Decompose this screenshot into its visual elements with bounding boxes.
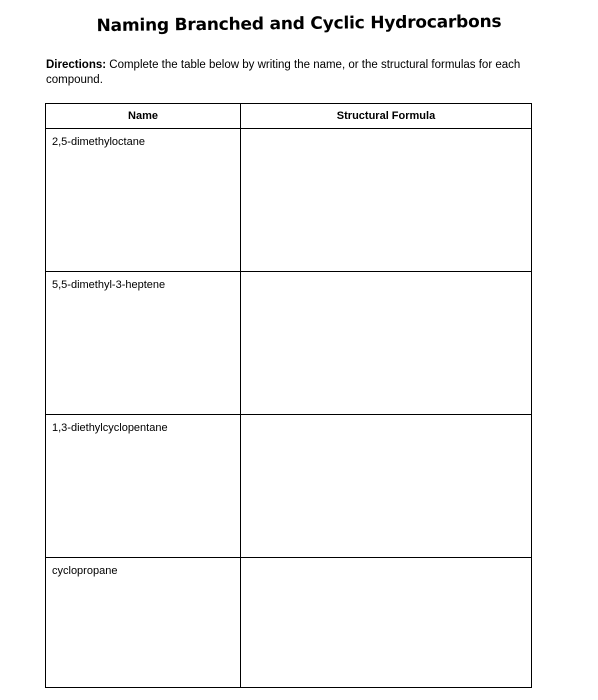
name-cell bbox=[46, 129, 241, 272]
name-cell bbox=[46, 272, 241, 415]
worksheet-table bbox=[45, 103, 532, 688]
table-header-row bbox=[46, 104, 532, 129]
table-row bbox=[46, 129, 532, 272]
directions-text: Complete the table below by writing the name, or the structural formulas for each compound. bbox=[46, 59, 521, 86]
name-cell bbox=[46, 558, 241, 688]
table-row bbox=[46, 415, 532, 558]
header-name: Name bbox=[46, 104, 241, 129]
compound-name: 1,3-diethylcyclopentane bbox=[52, 422, 168, 434]
table-row bbox=[46, 272, 532, 415]
structural-formula-cell[interactable] bbox=[241, 272, 532, 415]
structural-formula-cell[interactable] bbox=[241, 558, 532, 688]
table-row bbox=[46, 558, 532, 688]
compound-name: cyclopropane bbox=[52, 565, 118, 577]
structural-formula-cell[interactable] bbox=[241, 415, 532, 558]
header-structural-formula: Structural Formula bbox=[241, 104, 532, 129]
directions bbox=[46, 58, 536, 87]
directions-label: Directions: bbox=[46, 59, 107, 71]
compound-name: 5,5-dimethyl-3-heptene bbox=[52, 279, 166, 291]
name-cell bbox=[46, 415, 241, 558]
structural-formula-cell[interactable] bbox=[241, 129, 532, 272]
page-title: Naming Branched and Cyclic Hydrocarbons bbox=[96, 11, 502, 37]
compound-name: 2,5-dimethyloctane bbox=[52, 136, 145, 148]
